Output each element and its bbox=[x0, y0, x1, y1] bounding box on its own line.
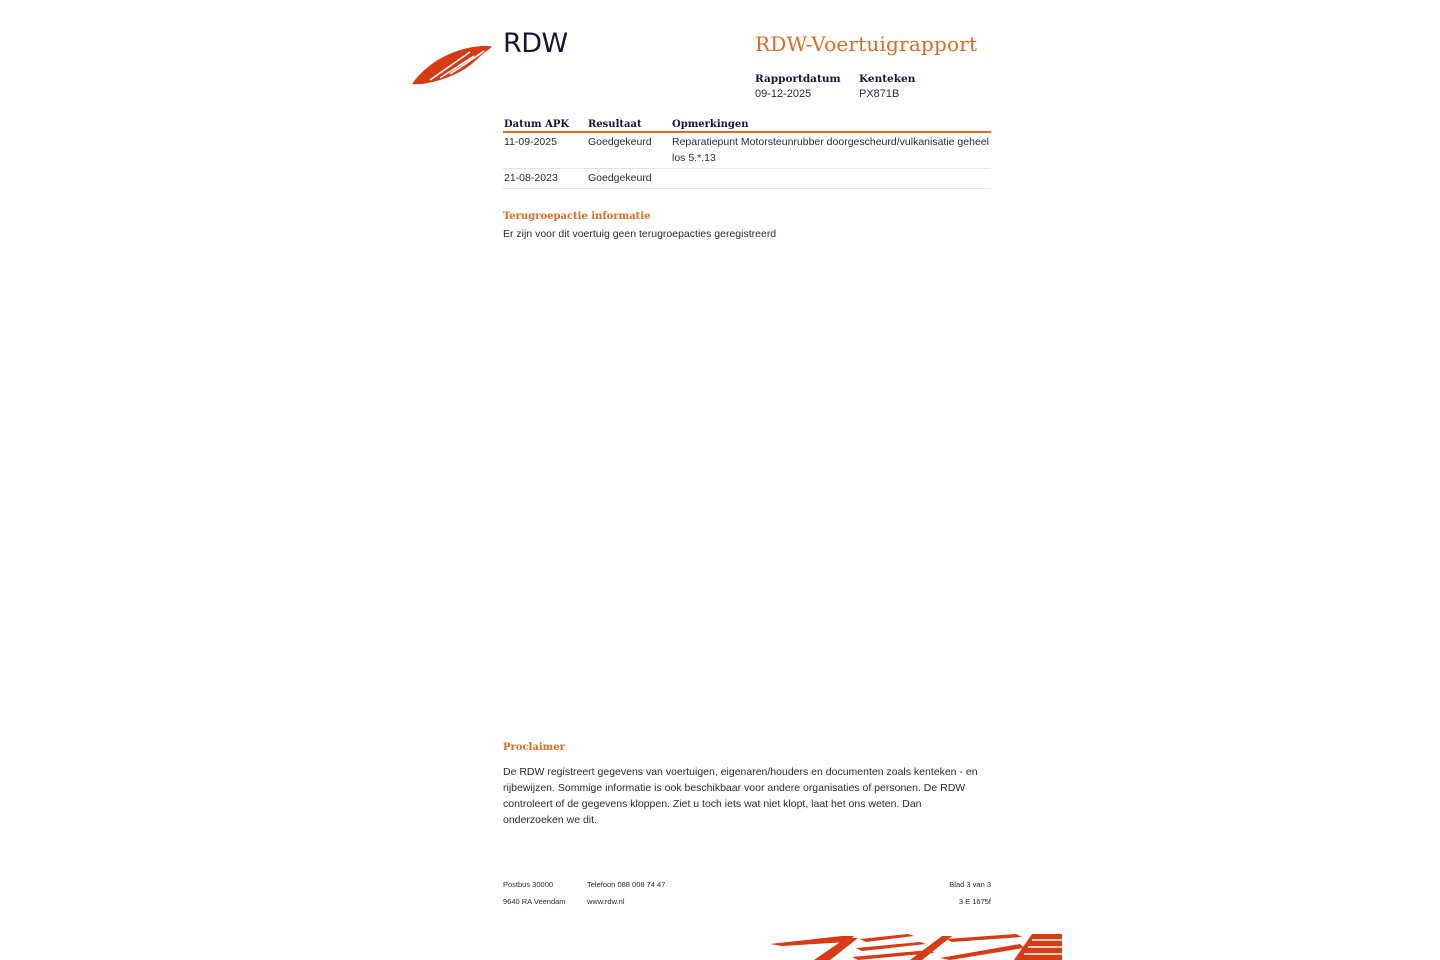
license-plate-label: Kenteken bbox=[859, 73, 916, 85]
cell-remark bbox=[671, 169, 991, 189]
footer-website: www.rdw.nl bbox=[587, 897, 625, 906]
proclaimer-title: Proclaimer bbox=[503, 742, 565, 753]
footer-phone: Telefoon 088 008 74 47 bbox=[587, 880, 666, 889]
report-date-value: 09-12-2025 bbox=[755, 88, 812, 100]
rdw-feather-icon bbox=[410, 42, 494, 88]
table-header-row bbox=[503, 119, 991, 132]
column-header-date: Datum APK bbox=[503, 119, 587, 132]
table-row bbox=[503, 169, 991, 189]
recall-text: Er zijn voor dit voertuig geen terugroepacties geregistreerd bbox=[503, 228, 777, 240]
report-date-label: Rapportdatum bbox=[755, 73, 841, 85]
cell-date: 21-08-2023 bbox=[503, 169, 587, 189]
stripes-decoration bbox=[770, 930, 1062, 960]
apk-table bbox=[503, 119, 991, 189]
table-row bbox=[503, 132, 991, 169]
cell-remark: Reparatiepunt Motorsteunrubber doorgescheurd/vulkanisatie geheel los 5.*.13 bbox=[671, 132, 991, 169]
column-header-result: Resultaat bbox=[587, 119, 671, 132]
license-plate-value: PX871B bbox=[859, 88, 900, 100]
logo-text: RDW bbox=[503, 28, 568, 59]
cell-result: Goedgekeurd bbox=[587, 132, 671, 169]
report-title: RDW-Voertuigrapport bbox=[755, 32, 978, 56]
footer-address-line1: Postbus 30000 bbox=[503, 880, 554, 889]
footer-document-code: 3 E 1675f bbox=[958, 897, 991, 906]
column-header-remarks: Opmerkingen bbox=[671, 119, 991, 132]
proclaimer-text: De RDW registreert gegevens van voertuigen, eigenaren/houders en documenten zoals kenteken - en rijbewijzen. Sommige informatie is ook beschikbaar voor andere organisaties of personen. De RDW controleert of de gegevens kloppen. Ziet u toch iets wat niet klopt, laat het ons weten. Dan onderzoeken we dit. bbox=[503, 766, 978, 826]
cell-date: 11-09-2025 bbox=[503, 132, 587, 169]
recall-title: Terugroepactie informatie bbox=[503, 211, 651, 222]
footer-page-number: Blad 3 van 3 bbox=[949, 880, 991, 889]
footer-address-line2: 9640 RA Veendam bbox=[503, 897, 566, 906]
cell-result: Goedgekeurd bbox=[587, 169, 671, 189]
